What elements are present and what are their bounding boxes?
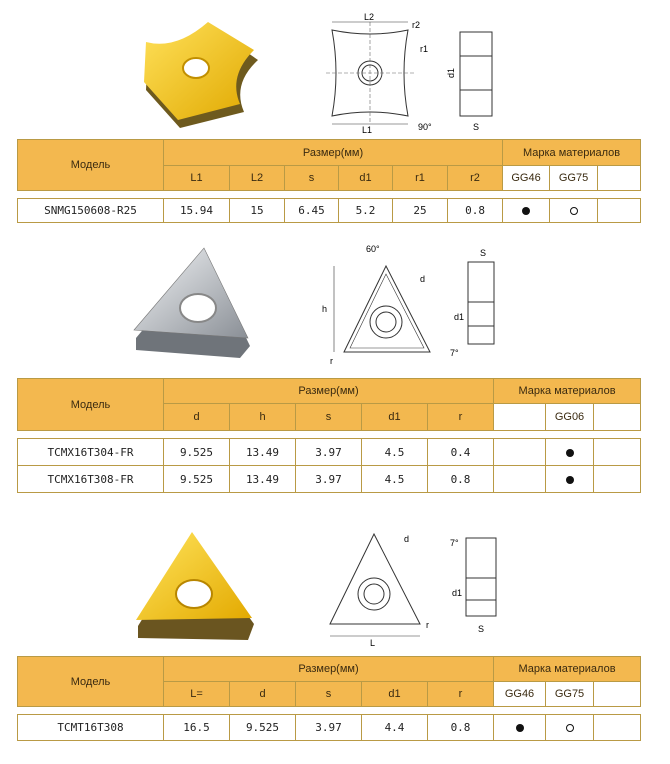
label-l1: L1 (362, 125, 373, 135)
table-row: TCMX16T304-FR 9.525 13.49 3.97 4.5 0.4 (18, 439, 641, 466)
label-d: d (404, 534, 410, 544)
size-header: Размер(мм) (164, 140, 503, 166)
table-snmg (17, 139, 641, 223)
col-d1: d1 (339, 166, 393, 191)
cell-model: SNMG150608-R25 (18, 199, 164, 223)
label-h: h (322, 304, 328, 314)
filled-dot-icon (566, 476, 574, 484)
material-header: Марка материалов (494, 657, 641, 682)
model-header: Модель (18, 140, 164, 191)
material-header: Марка материалов (503, 140, 641, 166)
cell-model: TCMX16T304-FR (18, 439, 164, 466)
label-r: r (426, 620, 429, 630)
label-l: L (370, 638, 376, 648)
col-r: r (428, 682, 494, 707)
table-tcmx (17, 378, 641, 493)
label-r2: r2 (412, 20, 421, 30)
col-l: L= (164, 682, 230, 707)
label-d1: d1 (452, 588, 463, 598)
size-header: Размер(мм) (164, 657, 494, 682)
col-d: d (230, 682, 296, 707)
col-d1: d1 (362, 682, 428, 707)
cell-model: TCMX16T308-FR (18, 466, 164, 493)
table-tcmt (17, 656, 641, 741)
col-d: d (164, 404, 230, 431)
square-insert-image (140, 20, 265, 132)
material-gg46: GG46 (503, 166, 550, 191)
label-angle: 90° (418, 122, 432, 132)
table-row: TCMT16T308 16.5 9.525 3.97 4.4 0.8 (18, 715, 641, 741)
filled-dot-icon (522, 207, 530, 215)
material-gg75: GG75 (550, 166, 598, 191)
label-angle-60: 60° (366, 244, 380, 254)
label-d1: d1 (446, 67, 456, 78)
cell-model: TCMT16T308 (18, 715, 164, 741)
col-s: s (296, 682, 362, 707)
label-s: S (478, 624, 485, 634)
label-angle-7: 7° (450, 348, 459, 358)
square-insert-drawing (320, 8, 500, 136)
label-angle-7: 7° (450, 538, 459, 548)
table-row: TCMX16T308-FR 9.525 13.49 3.97 4.5 0.8 (18, 466, 641, 493)
triangle-insert-drawing (320, 240, 510, 370)
model-header: Модель (18, 379, 164, 431)
col-h: h (230, 404, 296, 431)
triangle-insert-image (128, 246, 258, 364)
label-r: r (330, 356, 333, 366)
col-s: s (296, 404, 362, 431)
table-row: SNMG150608-R25 15.94 15 6.45 5.2 25 0.8 (18, 199, 641, 223)
material-header: Марка материалов (494, 379, 641, 404)
empty-circle-icon (570, 207, 578, 215)
label-s: S (480, 248, 487, 258)
label-r1: r1 (420, 44, 429, 54)
empty-circle-icon (566, 724, 574, 732)
gold-triangle-insert-image (132, 532, 262, 644)
size-header: Размер(мм) (164, 379, 494, 404)
gold-triangle-insert-drawing (320, 528, 510, 650)
material-gg46: GG46 (494, 682, 546, 707)
col-d1: d1 (362, 404, 428, 431)
col-l2: L2 (230, 166, 285, 191)
label-d: d (420, 274, 426, 284)
material-gg06: GG06 (546, 404, 594, 431)
filled-dot-icon (566, 449, 574, 457)
label-l2: L2 (364, 12, 375, 22)
material-gg75: GG75 (546, 682, 594, 707)
model-header: Модель (18, 657, 164, 707)
col-l1: L1 (164, 166, 230, 191)
label-d1: d1 (454, 312, 465, 322)
filled-dot-icon (516, 724, 524, 732)
col-r2: r2 (448, 166, 503, 191)
label-s: S (473, 122, 480, 132)
col-r: r (428, 404, 494, 431)
col-r1: r1 (393, 166, 448, 191)
col-s: s (285, 166, 339, 191)
